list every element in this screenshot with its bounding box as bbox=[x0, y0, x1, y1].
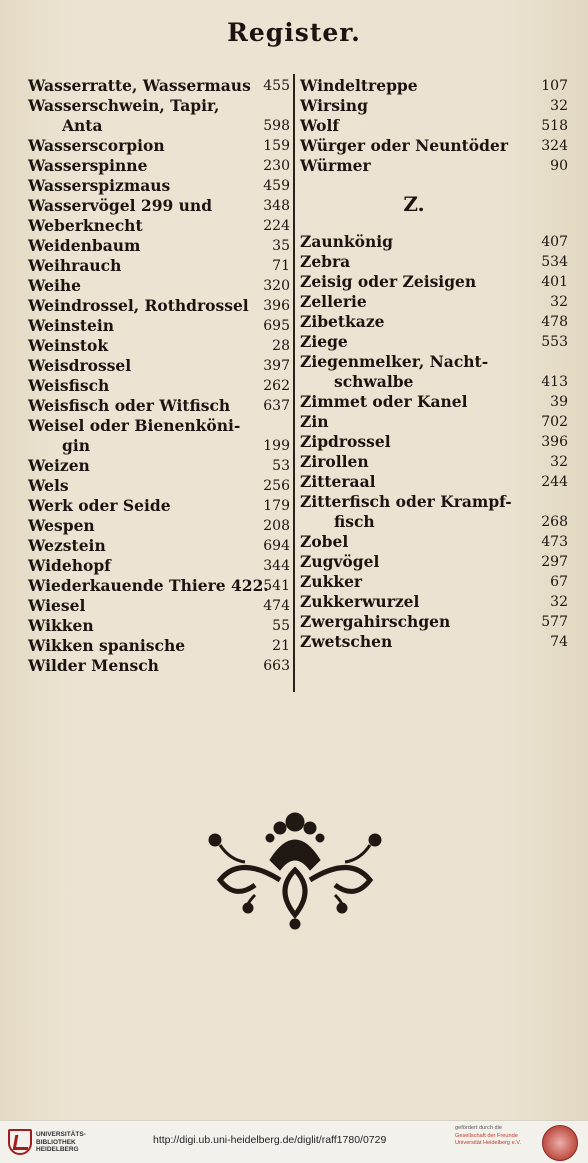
entry-term: Zwetschen bbox=[300, 632, 393, 651]
entry-term: Werk oder Seide bbox=[28, 496, 171, 515]
entry-term: Wezstein bbox=[28, 536, 106, 555]
entry-page-number: 702 bbox=[541, 414, 568, 430]
entry-term: gin bbox=[62, 436, 90, 455]
entry-page-number: 230 bbox=[263, 158, 290, 174]
entry-page-number: 67 bbox=[550, 574, 568, 590]
entry-page-number: 478 bbox=[541, 314, 568, 330]
index-entry bbox=[28, 476, 290, 496]
index-entry bbox=[28, 576, 290, 596]
entry-term: Wiederkauende Thiere 422. bbox=[28, 576, 269, 595]
entry-page-number: 598 bbox=[263, 118, 290, 134]
index-entry bbox=[300, 292, 568, 312]
index-column-left bbox=[28, 76, 290, 676]
index-entry bbox=[300, 352, 568, 372]
entry-page-number: 455 bbox=[263, 78, 290, 94]
entry-term: Zin bbox=[300, 412, 329, 431]
entry-term: Zimmet oder Kanel bbox=[300, 392, 468, 411]
index-entry bbox=[28, 376, 290, 396]
index-entry bbox=[300, 392, 568, 412]
entry-term: Wolf bbox=[300, 116, 340, 135]
entry-page-number: 224 bbox=[263, 218, 290, 234]
entry-term: Wikken bbox=[28, 616, 94, 635]
index-entry bbox=[300, 76, 568, 96]
entry-term: Wespen bbox=[28, 516, 95, 535]
entry-page-number: 32 bbox=[550, 454, 568, 470]
index-entry bbox=[300, 312, 568, 332]
letter-heading: Z. bbox=[403, 192, 425, 216]
entry-page-number: 90 bbox=[550, 158, 568, 174]
index-entry bbox=[300, 372, 568, 392]
index-entry bbox=[28, 216, 290, 236]
index-entry bbox=[300, 472, 568, 492]
index-entry bbox=[28, 76, 290, 96]
index-entry bbox=[28, 196, 290, 216]
index-entry bbox=[300, 116, 568, 136]
entry-term: Weihrauch bbox=[28, 256, 122, 275]
entry-term: Weisfisch bbox=[28, 376, 110, 395]
index-entry bbox=[28, 536, 290, 556]
entry-term: Zitterfisch oder Krampf- bbox=[300, 492, 512, 511]
entry-term: fisch bbox=[334, 512, 375, 531]
entry-term: Wilder Mensch bbox=[28, 656, 159, 675]
index-entry bbox=[300, 612, 568, 632]
entry-page-number: 74 bbox=[550, 634, 568, 650]
entry-term: Weizen bbox=[28, 456, 90, 475]
entry-page-number: 320 bbox=[263, 278, 290, 294]
entry-page-number: 695 bbox=[263, 318, 290, 334]
index-entry bbox=[28, 416, 290, 436]
index-entry bbox=[28, 316, 290, 336]
entry-term: Zugvögel bbox=[300, 552, 380, 571]
entry-term: Zukkerwurzel bbox=[300, 592, 420, 611]
entry-term: Würger oder Neuntöder bbox=[300, 136, 509, 155]
index-entry bbox=[300, 332, 568, 352]
footer-bar bbox=[0, 1120, 588, 1163]
index-entry bbox=[300, 492, 568, 512]
entry-term: Wikken spanische bbox=[28, 636, 186, 655]
entry-term: Widehopf bbox=[28, 556, 111, 575]
sponsor-credit bbox=[455, 1125, 535, 1147]
entry-term: Weisdrossel bbox=[28, 356, 132, 375]
entry-page-number: 32 bbox=[550, 294, 568, 310]
entry-page-number: 107 bbox=[541, 78, 568, 94]
entry-page-number: 208 bbox=[263, 518, 290, 534]
index-entry bbox=[28, 456, 290, 476]
index-entry bbox=[28, 616, 290, 636]
index-entry bbox=[28, 256, 290, 276]
index-entry bbox=[28, 396, 290, 416]
entry-page-number: 553 bbox=[541, 334, 568, 350]
entry-term: Weisel oder Bienenköni- bbox=[28, 416, 241, 435]
entry-term: Weinstein bbox=[28, 316, 115, 335]
entry-term: Ziege bbox=[300, 332, 348, 351]
entry-term: Würmer bbox=[300, 156, 371, 175]
index-entry bbox=[300, 432, 568, 452]
index-entry bbox=[300, 572, 568, 592]
index-entry bbox=[300, 252, 568, 272]
index-entry bbox=[300, 412, 568, 432]
permalink-url[interactable]: http://digi.ub.uni-heidelberg.de/diglit/raff1780/0729 bbox=[153, 1134, 387, 1146]
entry-page-number: 413 bbox=[541, 374, 568, 390]
index-entry bbox=[28, 356, 290, 376]
entry-term: Wasserspizmaus bbox=[28, 176, 171, 195]
index-column-right bbox=[300, 76, 568, 652]
entry-term: Wasserspinne bbox=[28, 156, 148, 175]
entry-term: Zipdrossel bbox=[300, 432, 391, 451]
index-entry bbox=[28, 516, 290, 536]
entry-page-number: 256 bbox=[263, 478, 290, 494]
entry-term: Wasservögel 299 und bbox=[28, 196, 213, 215]
entry-term: Zukker bbox=[300, 572, 363, 591]
entry-page-number: 199 bbox=[263, 438, 290, 454]
entry-term: Zirollen bbox=[300, 452, 369, 471]
index-entry bbox=[28, 596, 290, 616]
index-entry bbox=[28, 636, 290, 656]
index-entry bbox=[28, 116, 290, 136]
university-seal-icon bbox=[542, 1125, 578, 1161]
entry-page-number: 663 bbox=[263, 658, 290, 674]
entry-term: Windeltreppe bbox=[300, 76, 418, 95]
index-entry bbox=[300, 452, 568, 472]
index-entry bbox=[300, 232, 568, 252]
entry-term: Zeisig oder Zeisigen bbox=[300, 272, 477, 291]
index-entry bbox=[300, 272, 568, 292]
entry-term: Wasserscorpion bbox=[28, 136, 165, 155]
entry-term: Weindrossel, Rothdrossel bbox=[28, 296, 249, 315]
entry-term: Wasserschwein, Tapir, bbox=[28, 96, 220, 115]
entry-page-number: 28 bbox=[272, 338, 290, 354]
index-entry bbox=[28, 156, 290, 176]
entry-page-number: 518 bbox=[541, 118, 568, 134]
index-group-w bbox=[300, 76, 568, 176]
entry-term: Zellerie bbox=[300, 292, 367, 311]
entry-term: Anta bbox=[62, 116, 103, 135]
entry-term: Weisfisch oder Witfisch bbox=[28, 396, 231, 415]
entry-term: Zebra bbox=[300, 252, 351, 271]
entry-page-number: 407 bbox=[541, 234, 568, 250]
entry-page-number: 159 bbox=[263, 138, 290, 154]
entry-page-number: 55 bbox=[272, 618, 290, 634]
index-entry bbox=[28, 656, 290, 676]
entry-page-number: 268 bbox=[541, 514, 568, 530]
entry-page-number: 541 bbox=[263, 578, 290, 594]
index-entry bbox=[300, 156, 568, 176]
index-entry bbox=[300, 552, 568, 572]
entry-page-number: 348 bbox=[263, 198, 290, 214]
entry-term: Weihe bbox=[28, 276, 82, 295]
entry-page-number: 32 bbox=[550, 594, 568, 610]
entry-term: Zaunkönig bbox=[300, 232, 393, 251]
index-entry bbox=[28, 336, 290, 356]
entry-page-number: 694 bbox=[263, 538, 290, 554]
page-title: Register. bbox=[227, 18, 361, 47]
index-entry bbox=[300, 632, 568, 652]
index-entry bbox=[28, 556, 290, 576]
entry-term: Weberknecht bbox=[28, 216, 143, 235]
entry-page-number: 53 bbox=[272, 458, 290, 474]
index-entry bbox=[28, 136, 290, 156]
index-entry bbox=[28, 496, 290, 516]
ub-logo-icon[interactable] bbox=[8, 1129, 32, 1155]
index-entry bbox=[300, 532, 568, 552]
entry-page-number: 401 bbox=[541, 274, 568, 290]
index-entry bbox=[28, 276, 290, 296]
entry-page-number: 71 bbox=[272, 258, 290, 274]
entry-page-number: 35 bbox=[272, 238, 290, 254]
index-group-z bbox=[300, 232, 568, 652]
sponsor-label: gefördert durch die bbox=[455, 1125, 502, 1131]
entry-page-number: 396 bbox=[541, 434, 568, 450]
index-entry bbox=[300, 136, 568, 156]
entry-term: Wiesel bbox=[28, 596, 86, 615]
entry-page-number: 637 bbox=[263, 398, 290, 414]
entry-page-number: 244 bbox=[541, 474, 568, 490]
index-entry bbox=[300, 96, 568, 116]
index-entry bbox=[28, 176, 290, 196]
index-entry bbox=[28, 236, 290, 256]
entry-page-number: 344 bbox=[263, 558, 290, 574]
entry-term: Wirsing bbox=[300, 96, 368, 115]
entry-term: Weidenbaum bbox=[28, 236, 141, 255]
entry-term: schwalbe bbox=[334, 372, 414, 391]
entry-page-number: 262 bbox=[263, 378, 290, 394]
entry-page-number: 39 bbox=[550, 394, 568, 410]
entry-page-number: 179 bbox=[263, 498, 290, 514]
entry-page-number: 32 bbox=[550, 98, 568, 114]
index-entry bbox=[28, 96, 290, 116]
entry-page-number: 534 bbox=[541, 254, 568, 270]
column-divider bbox=[293, 74, 295, 692]
entry-page-number: 324 bbox=[541, 138, 568, 154]
entry-page-number: 474 bbox=[263, 598, 290, 614]
entry-page-number: 577 bbox=[541, 614, 568, 630]
entry-term: Ziegenmelker, Nacht- bbox=[300, 352, 489, 371]
entry-term: Zibetkaze bbox=[300, 312, 385, 331]
entry-term: Zobel bbox=[300, 532, 349, 551]
floral-vignette-icon bbox=[200, 800, 390, 930]
entry-term: Zitteraal bbox=[300, 472, 376, 491]
entry-page-number: 473 bbox=[541, 534, 568, 550]
entry-page-number: 397 bbox=[263, 358, 290, 374]
index-entry bbox=[28, 296, 290, 316]
entry-page-number: 459 bbox=[263, 178, 290, 194]
index-entry bbox=[300, 512, 568, 532]
entry-page-number: 21 bbox=[272, 638, 290, 654]
index-entry bbox=[300, 592, 568, 612]
entry-page-number: 297 bbox=[541, 554, 568, 570]
entry-term: Wasserratte, Wassermaus bbox=[28, 76, 251, 95]
index-entry bbox=[28, 436, 290, 456]
entry-term: Zwergahirschgen bbox=[300, 612, 451, 631]
sponsor-name[interactable]: Gesellschaft der Freunde Universität Heidelberg e.V. bbox=[455, 1133, 522, 1146]
entry-page-number: 396 bbox=[263, 298, 290, 314]
entry-term: Weinstok bbox=[28, 336, 109, 355]
entry-term: Wels bbox=[28, 476, 69, 495]
library-name: UNIVERSITÄTS- BIBLIOTHEK HEIDELBERG bbox=[36, 1131, 86, 1153]
